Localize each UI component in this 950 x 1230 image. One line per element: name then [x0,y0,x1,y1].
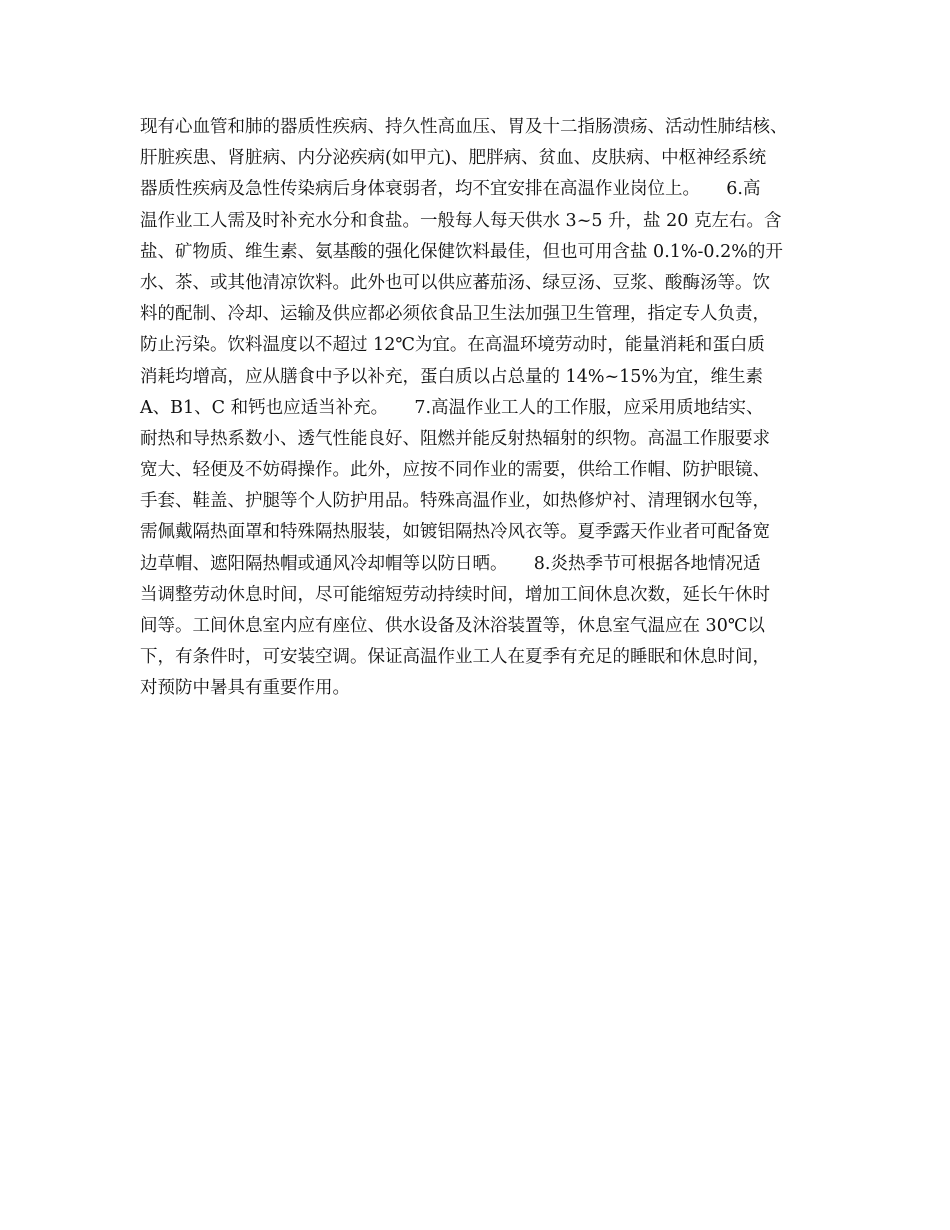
text-line: 消耗均增高，应从膳食中予以补充，蛋白质以占总量的 14%~15%为宜，维生素 [140,366,764,387]
text-line: 耐热和导热系数小、透气性能良好、阻燃并能反射热辐射的织物。高温工作服要求 [140,428,770,449]
text-line: 防止污染。饮料温度以不超过 12℃为宜。在高温环境劳动时，能量消耗和蛋白质 [140,335,765,356]
text-line: 需佩戴隔热面罩和特殊隔热服装，如镀铝隔热冷风衣等。夏季露天作业者可配备宽 [140,522,770,543]
text-line: 下，有条件时，可安装空调。保证高温作业工人在夏季有充足的睡眠和休息时间， [140,647,770,668]
body-paragraph [140,112,840,705]
text-line: 边草帽、遮阳隔热帽或通风冷却帽等以防日晒。 8.炎热季节可根据各地情况适 [140,553,761,574]
text-line: 水、茶、或其他清凉饮料。此外也可以供应蕃茄汤、绿豆汤、豆浆、酸酶汤等。饮 [140,272,770,293]
text-line: 料的配制、冷却、运输及供应都必须依食品卫生法加强卫生管理，指定专人负责， [140,304,770,325]
text-line: A、B1、C 和钙也应适当补充。 7.高温作业工人的工作服，应采用质地结实、 [140,397,764,418]
text-line: 盐、矿物质、维生素、氨基酸的强化保健饮料最佳，但也可用含盐 0.1%-0.2%的开 [140,241,783,262]
text-line: 温作业工人需及时补充水分和食盐。一般每人每天供水 3~5 升，盐 20 克左右。含 [140,210,782,231]
text-line: 器质性疾病及急性传染病后身体衰弱者，均不宜安排在高温作业岗位上。 6.高 [140,179,761,200]
text-line: 间等。工间休息室内应有座位、供水设备及沐浴装置等，休息室气温应在 30℃以 [140,616,765,636]
text-line: 宽大、轻便及不妨碍操作。此外，应按不同作业的需要，供给工作帽、防护眼镜、 [140,460,770,481]
text-line: 当调整劳动休息时间，尽可能缩短劳动持续时间，增加工间休息次数，延长午休时 [140,584,770,605]
text-line: 手套、鞋盖、护腿等个人防护用品。特殊高温作业，如热修炉衬、清理钢水包等， [140,491,770,512]
text-line: 现有心血管和肺的器质性疾病、持久性高血压、胃及十二指肠溃疡、活动性肺结核、 [140,117,788,137]
text-line: 对预防中暑具有重要作用。 [140,678,350,699]
text-line: 肝脏疾患、肾脏病、内分泌疾病(如甲亢)、肥胖病、贫血、皮肤病、中枢神经系统 [140,148,767,169]
